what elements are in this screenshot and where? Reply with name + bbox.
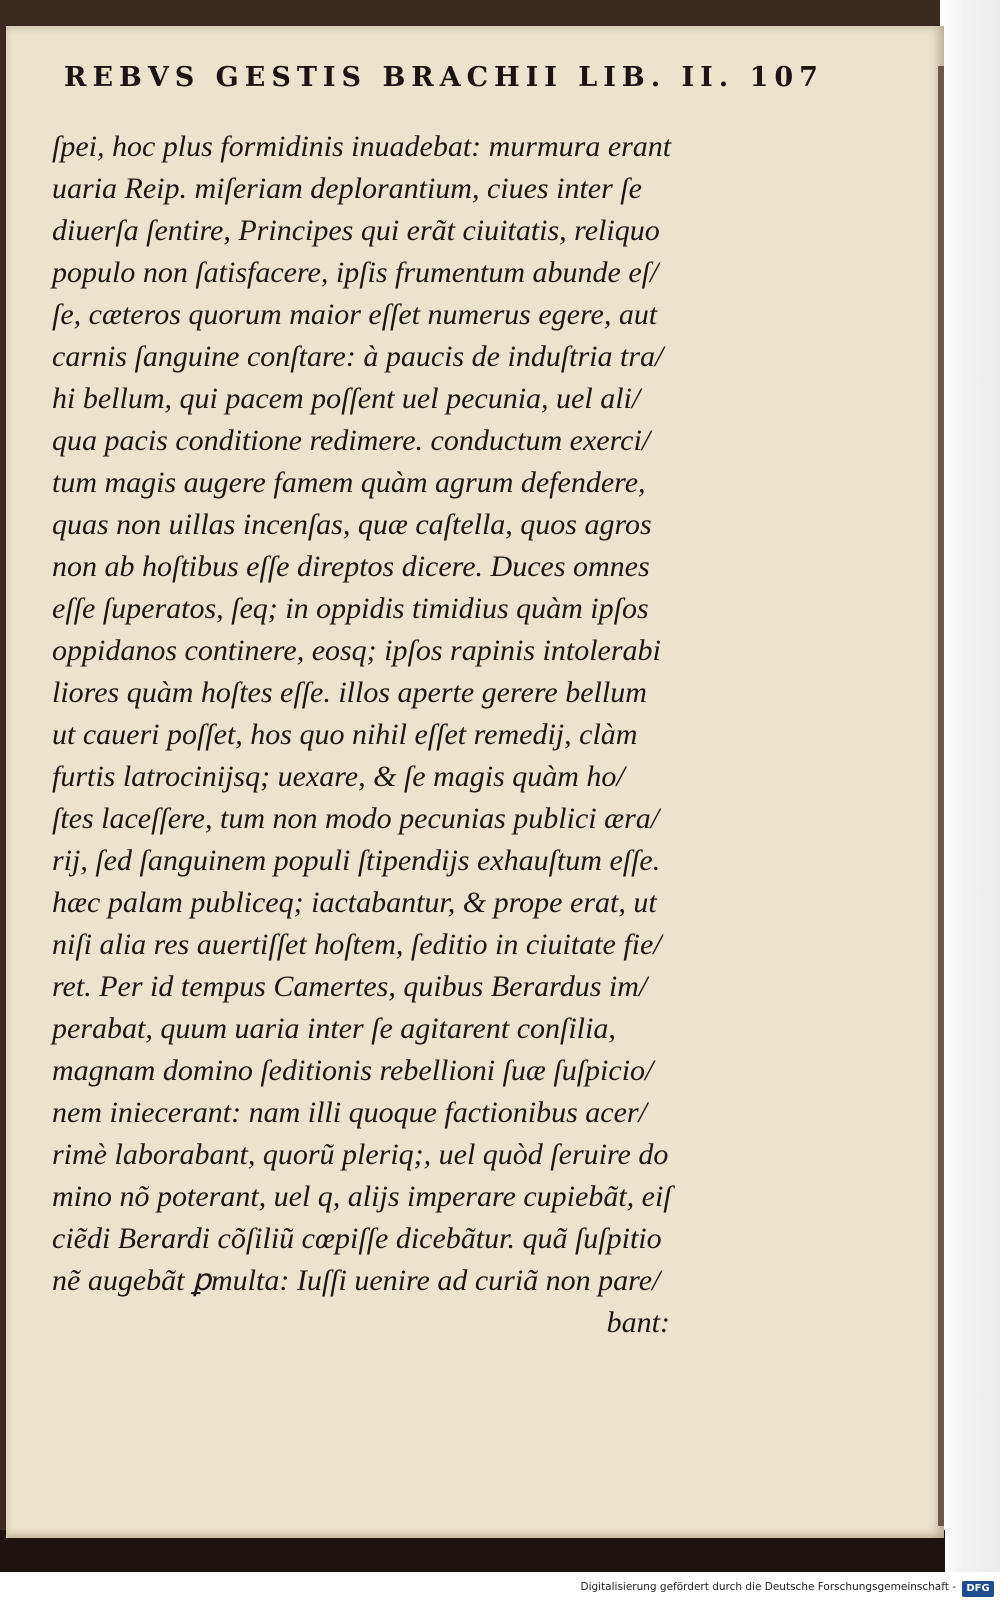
text-line: perabat, quum uaria inter ſe agitarent conſilia, [52, 1012, 616, 1045]
text-line: non ab hoſtibus eſſe direptos dicere. Duces omnes [52, 550, 650, 583]
text-line: ret. Per id tempus Camertes, quibus Berardus im/ [52, 970, 648, 1003]
text-line: tum magis augere famem quàm agrum defendere, [52, 466, 646, 499]
text-line: uaria Reip. miſeriam deplorantium, ciues inter ſe [52, 172, 642, 205]
page-edge [938, 66, 944, 1526]
text-line: magnam domino ſeditionis rebellioni ſuæ ſuſpicio/ [52, 1054, 654, 1087]
text-line: niſi alia res auertiſſet hoſtem, ſeditio in ciuitate fie/ [52, 928, 662, 961]
text-line: diuerſa ſentire, Principes qui erãt ciuitatis, reliquo [52, 214, 660, 247]
text-line: liores quàm hoſtes eſſe. illos aperte gerere bellum [52, 676, 647, 709]
text-line: ciẽdi Berardi cõſiliũ cœpiſſe dicebãtur. quã ſuſpitio [52, 1222, 662, 1255]
text-line: ut caueri poſſet, hos quo nihil eſſet remedij, clàm [52, 718, 638, 751]
text-line: ſpei, hoc plus formidinis inuadebat: murmura erant [52, 130, 672, 163]
text-line: furtis latrocinijsq; uexare, & ſe magis quàm ho/ [52, 760, 625, 793]
text-line: eſſe ſuperatos, ſeq; in oppidis timidius quàm ipſos [52, 592, 649, 625]
text-line: populo non ſatisfacere, ipſis frumentum abunde eſ/ [52, 256, 659, 289]
text-line: rimè laborabant, quorũ pleriq;, uel quòd ſeruire do [52, 1138, 669, 1171]
page-body-text [52, 126, 682, 1344]
text-line: nẽ augebãt ꝑmulta: Iuſſi uenire ad curiã non pare/ [52, 1264, 661, 1297]
text-line: rij, ſed ſanguinem populi ſtipendijs exhauſtum eſſe. [52, 844, 661, 877]
running-header: REBVS GESTIS BRACHII LIB. II. 107 [64, 62, 824, 93]
dfg-logo: DFG [962, 1581, 994, 1597]
text-line: oppidanos continere, eosq; ipſos rapinis intolerabi [52, 634, 661, 667]
text-line: mino nõ poterant, uel q, alijs imperare cupiebãt, eiſ [52, 1180, 672, 1213]
catchword: bant: [606, 1306, 670, 1339]
scan-margin-right [940, 0, 1000, 1572]
text-line: carnis ſanguine conſtare: à paucis de induſtria tra/ [52, 340, 664, 373]
text-line: hæc palam publiceq; iactabantur, & prope erat, ut [52, 886, 657, 919]
text-line: ſe, cæteros quorum maior eſſet numerus egere, aut [52, 298, 658, 331]
text-line: quas non uillas incenſas, quæ caſtella, quos agros [52, 508, 652, 541]
footer-bar [0, 1572, 1000, 1605]
text-line: ſtes laceſſere, tum non modo pecunias publici æra/ [52, 802, 660, 835]
text-line: qua pacis conditione redimere. conductum exerci/ [52, 424, 651, 457]
text-line: nem iniecerant: nam illi quoque factionibus acer/ [52, 1096, 647, 1129]
funding-notice: Digitalisierung gefördert durch die Deutsche Forschungsgemeinschaft - [580, 1581, 956, 1593]
text-line: hi bellum, qui pacem poſſent uel pecunia, uel ali/ [52, 382, 641, 415]
